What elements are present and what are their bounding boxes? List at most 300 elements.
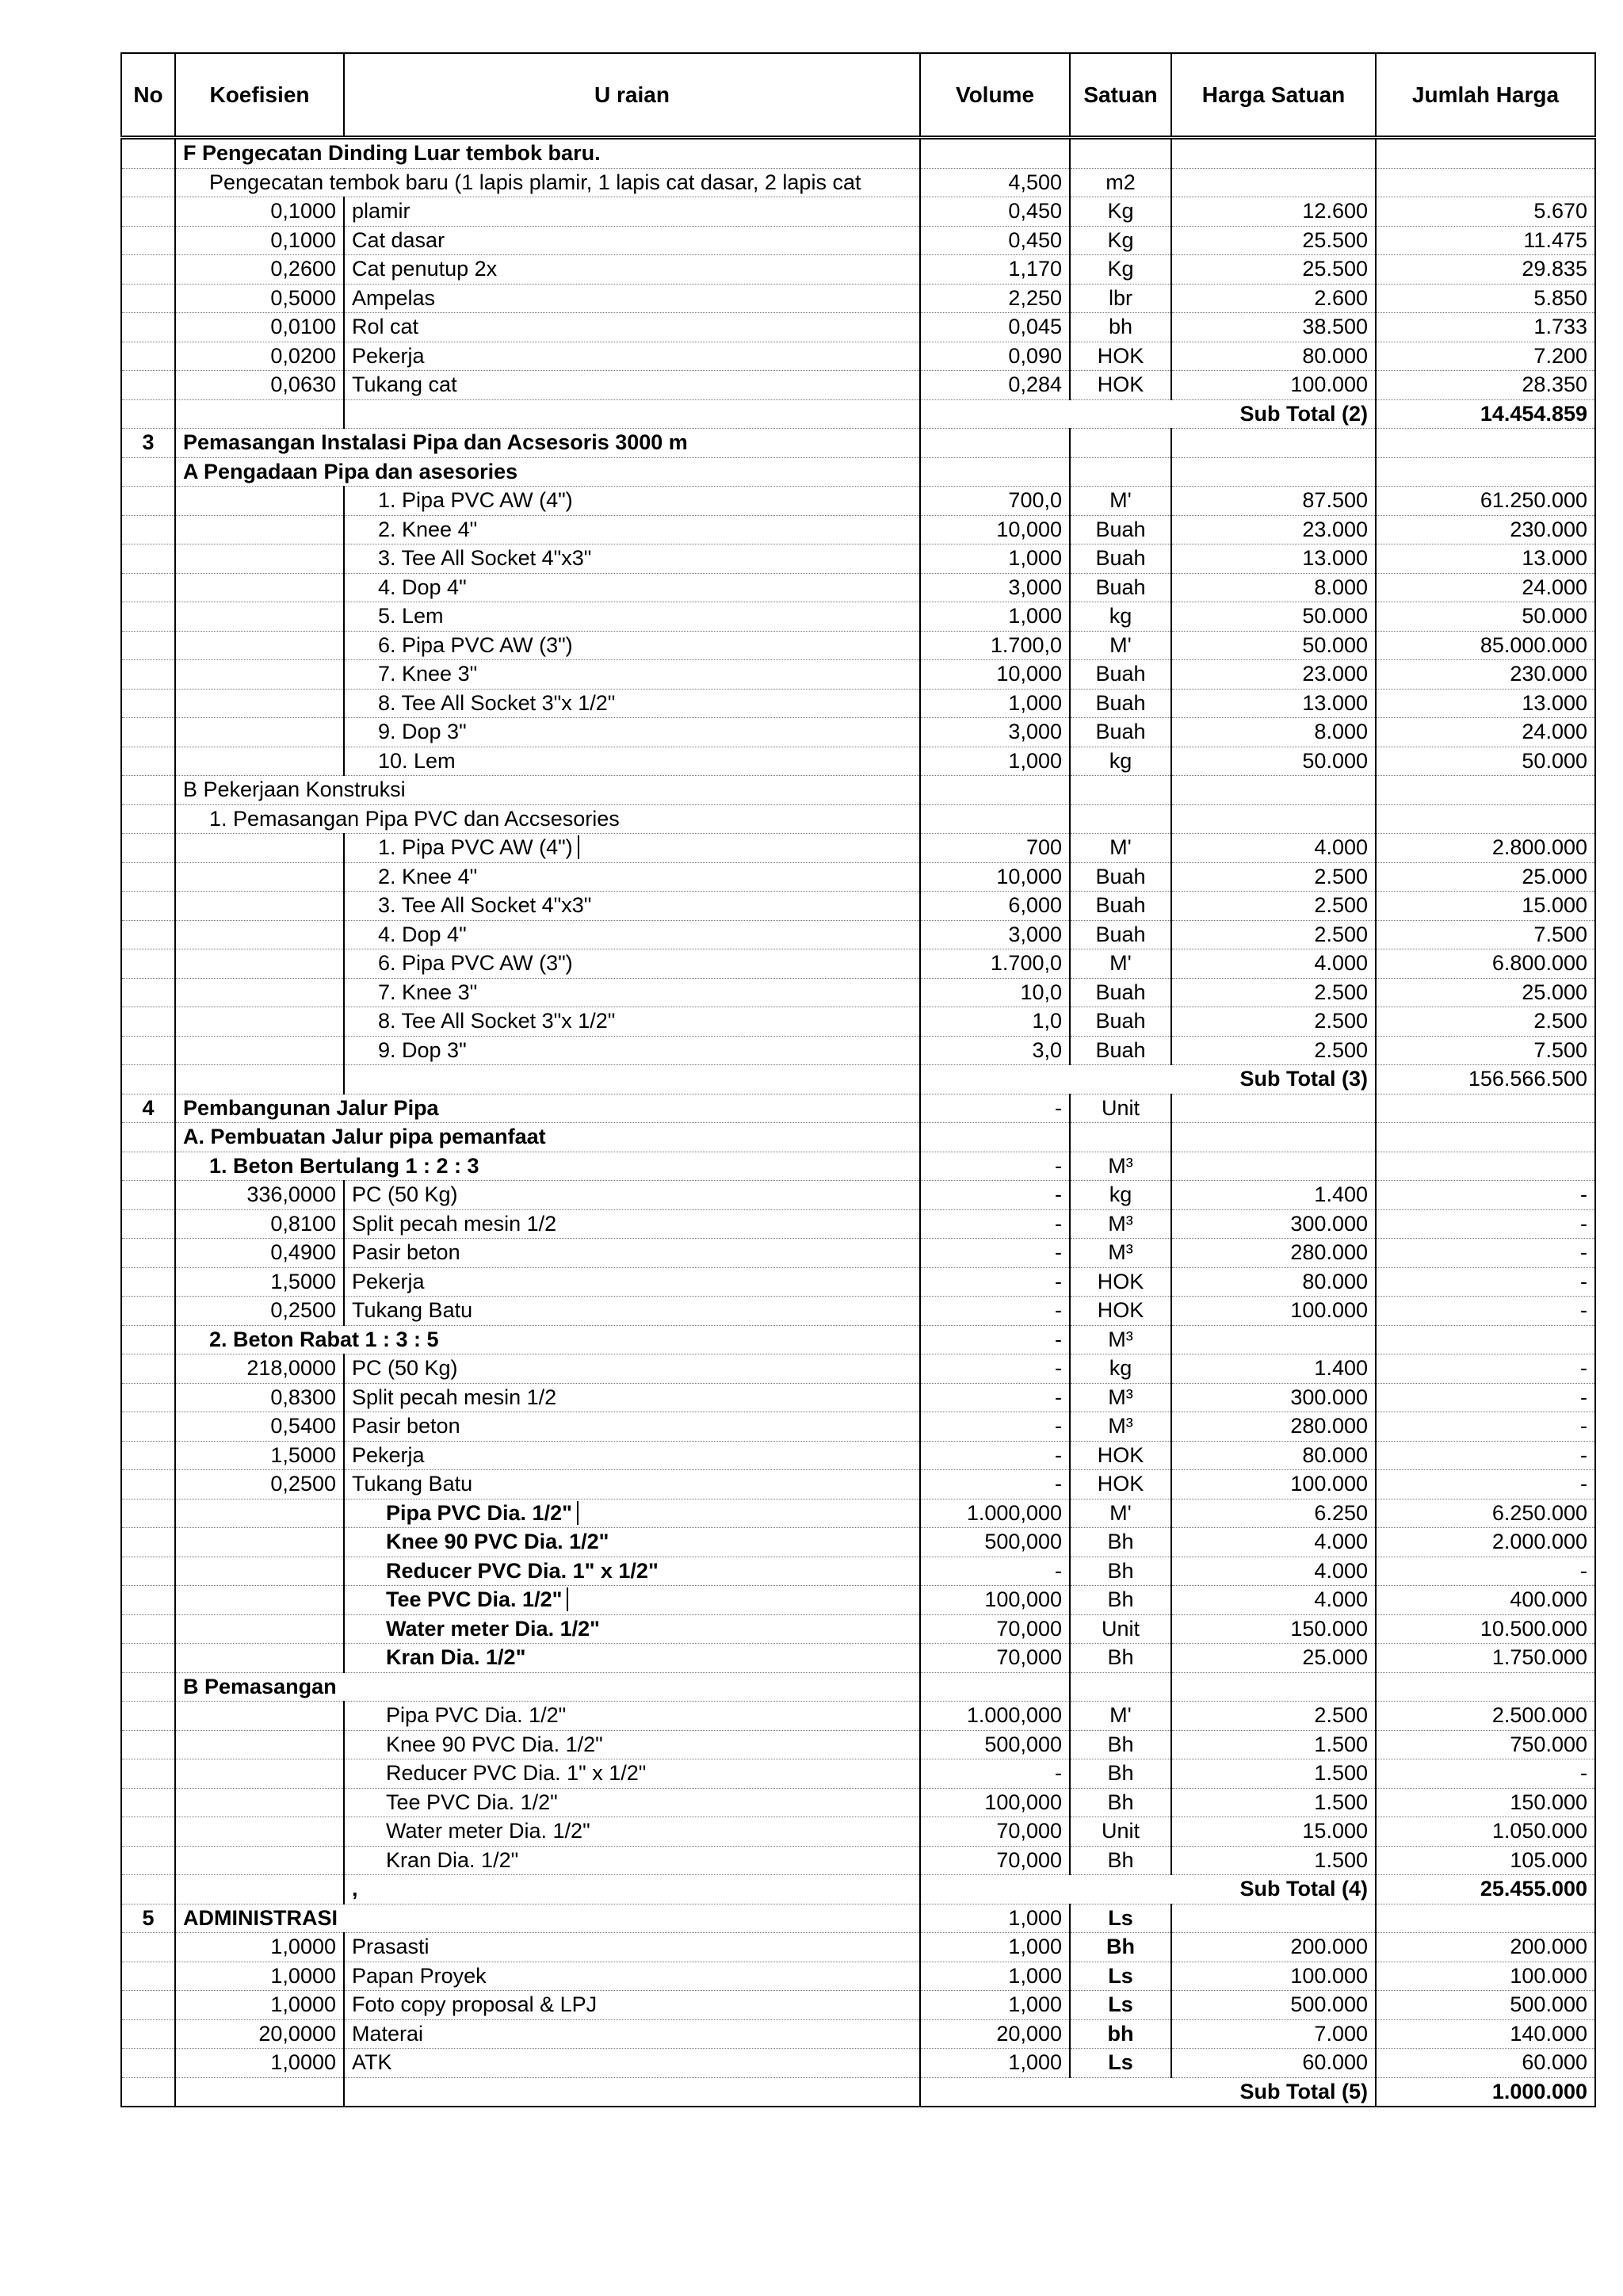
item-row: [121, 255, 1595, 285]
item-row: [121, 834, 1595, 863]
row-volume: 10,000: [920, 660, 1070, 690]
row-no: [121, 1383, 175, 1412]
subtotal-label: Sub Total (4): [920, 1875, 1376, 1904]
row-jumlah-harga: 6.800.000: [1376, 949, 1595, 979]
row-jumlah-harga: [1376, 1123, 1595, 1152]
row-uraian-text: 2. Knee 4": [378, 517, 478, 541]
row-volume: [920, 429, 1070, 458]
row-uraian-text: Kran Dia. 1/2": [386, 1645, 526, 1670]
item-row: [121, 1730, 1595, 1759]
row-no: [121, 978, 175, 1007]
row-harga-satuan: 1.500: [1171, 1788, 1376, 1817]
row-koefisien: 1,0000: [175, 1933, 344, 1962]
row-koefisien: [175, 1730, 344, 1759]
row-uraian: [344, 718, 920, 747]
row-harga-satuan: 1.500: [1171, 1759, 1376, 1789]
subtotal-row: [121, 1875, 1595, 1904]
row-volume: 100,000: [920, 1788, 1070, 1817]
row-harga-satuan: 6.250: [1171, 1499, 1376, 1528]
row-jumlah-harga: 6.250.000: [1376, 1499, 1595, 1528]
row-harga-satuan: 2.500: [1171, 1702, 1376, 1731]
row-harga-satuan: 1.500: [1171, 1730, 1376, 1759]
section-row: [121, 776, 1595, 805]
row-harga-satuan: 4.000: [1171, 1557, 1376, 1586]
row-volume: 4,500: [920, 168, 1070, 197]
row-jumlah-harga: [1376, 138, 1595, 169]
row-no: [121, 1297, 175, 1326]
row-satuan: HOK: [1070, 1470, 1171, 1499]
row-no: [121, 1875, 175, 1904]
row-uraian-text: 8. Tee All Socket 3"x 1/2": [378, 1009, 616, 1033]
row-harga-satuan: [1171, 168, 1376, 197]
row-volume: -: [920, 1239, 1070, 1268]
row-volume: -: [920, 1412, 1070, 1442]
row-uraian-text: Reducer PVC Dia. 1" x 1/2": [386, 1558, 659, 1583]
row-harga-satuan: 280.000: [1171, 1412, 1376, 1442]
row-uraian-text: 6. Pipa PVC AW (3"): [378, 951, 573, 976]
row-jumlah-harga: 13.000: [1376, 544, 1595, 574]
subtotal-value: 25.455.000: [1376, 1875, 1595, 1904]
row-volume: -: [920, 1094, 1070, 1123]
row-jumlah-harga: 15.000: [1376, 892, 1595, 921]
row-volume: 10,0: [920, 978, 1070, 1007]
row-satuan: bh: [1070, 313, 1171, 342]
row-satuan: M³: [1070, 1209, 1171, 1239]
row-uraian: [344, 1962, 920, 1991]
row-jumlah-harga: 25.000: [1376, 978, 1595, 1007]
row-koefisien: [175, 689, 344, 718]
row-jumlah-harga: 105.000: [1376, 1846, 1595, 1875]
row-jumlah-harga: 28.350: [1376, 371, 1595, 400]
row-satuan: M': [1070, 949, 1171, 979]
row-volume: 1.000,000: [920, 1702, 1070, 1731]
row-uraian: [344, 1586, 920, 1615]
row-uraian-text: Pekerja: [352, 343, 425, 368]
item-row: [121, 718, 1595, 747]
row-koefisien: 0,2500: [175, 1470, 344, 1499]
row-satuan: M': [1070, 631, 1171, 660]
row-no: [121, 1759, 175, 1789]
header-jumlah-harga: Jumlah Harga: [1376, 53, 1595, 138]
row-volume: -: [920, 1557, 1070, 1586]
row-uraian-text: PC (50 Kg): [352, 1356, 458, 1381]
row-uraian: [344, 2019, 920, 2049]
row-satuan: Buah: [1070, 892, 1171, 921]
row-koefisien: 0,5000: [175, 284, 344, 313]
row-harga-satuan: 4.000: [1171, 1586, 1376, 1615]
section-row: [121, 1123, 1595, 1152]
row-koefisien: [175, 747, 344, 776]
row-uraian: [344, 1036, 920, 1065]
row-uraian: [344, 487, 920, 516]
row-satuan: M³: [1070, 1325, 1171, 1354]
row-uraian-text: 10. Lem: [378, 748, 456, 773]
row-jumlah-harga: 50.000: [1376, 747, 1595, 776]
row-uraian-text: Pipa PVC Dia. 1/2": [386, 1501, 579, 1525]
row-volume: [920, 1123, 1070, 1152]
row-uraian-text: 3. Tee All Socket 4"x3": [378, 893, 592, 918]
row-harga-satuan: [1171, 1094, 1376, 1123]
row-koefisien: [175, 862, 344, 892]
header-satuan: Satuan: [1070, 53, 1171, 138]
row-no: 4: [121, 1094, 175, 1123]
row-jumlah-harga: -: [1376, 1267, 1595, 1297]
row-no: [121, 834, 175, 863]
row-no: [121, 804, 175, 834]
item-row: [121, 1354, 1595, 1384]
row-uraian: [344, 1441, 920, 1470]
row-uraian: Pengecatan tembok baru (1 lapis plamir, 1 lapis cat dasar, 2 lapis cat: [175, 168, 920, 197]
row-koefisien: [175, 1788, 344, 1817]
row-satuan: [1070, 457, 1171, 487]
row-uraian-text: 4. Dop 4": [378, 922, 467, 946]
row-no: [121, 197, 175, 227]
row-jumlah-harga: 85.000.000: [1376, 631, 1595, 660]
row-satuan: M': [1070, 1499, 1171, 1528]
row-uraian-text: 7. Knee 3": [378, 662, 478, 686]
row-uraian-text: Reducer PVC Dia. 1" x 1/2": [386, 1761, 647, 1786]
row-jumlah-harga: -: [1376, 1470, 1595, 1499]
row-koefisien: [175, 399, 344, 429]
row-koefisien: [175, 1875, 344, 1904]
row-no: [121, 1730, 175, 1759]
row-koefisien: 1,5000: [175, 1267, 344, 1297]
row-harga-satuan: 2.500: [1171, 892, 1376, 921]
row-no: [121, 226, 175, 255]
header-koefisien: Koefisien: [175, 53, 344, 138]
row-no: [121, 718, 175, 747]
row-satuan: bh: [1070, 2019, 1171, 2049]
subtotal-value: 14.454.859: [1376, 399, 1595, 429]
row-harga-satuan: 60.000: [1171, 2049, 1376, 2078]
row-volume: 1,000: [920, 1962, 1070, 1991]
row-jumlah-harga: 500.000: [1376, 1991, 1595, 2020]
row-volume: [920, 138, 1070, 169]
item-row: [121, 949, 1595, 979]
row-no: [121, 1499, 175, 1528]
row-harga-satuan: 25.500: [1171, 255, 1376, 285]
item-row: [121, 1962, 1595, 1991]
row-uraian: [344, 515, 920, 544]
row-satuan: m2: [1070, 168, 1171, 197]
row-no: 5: [121, 1904, 175, 1933]
row-harga-satuan: 12.600: [1171, 197, 1376, 227]
row-uraian: 1. Pemasangan Pipa PVC dan Accsesories: [175, 804, 920, 834]
item-row: [121, 892, 1595, 921]
row-volume: 70,000: [920, 1644, 1070, 1673]
item-row: [121, 1181, 1595, 1210]
row-volume: -: [920, 1267, 1070, 1297]
row-uraian-text: 6. Pipa PVC AW (3"): [378, 632, 573, 657]
row-harga-satuan: 100.000: [1171, 371, 1376, 400]
row-koefisien: 218,0000: [175, 1354, 344, 1384]
row-jumlah-harga: 50.000: [1376, 602, 1595, 632]
row-jumlah-harga: -: [1376, 1383, 1595, 1412]
row-volume: 1.000,000: [920, 1499, 1070, 1528]
row-satuan: M³: [1070, 1383, 1171, 1412]
row-no: [121, 1123, 175, 1152]
row-uraian: [344, 1297, 920, 1326]
item-row: [121, 602, 1595, 632]
item-row: [121, 1297, 1595, 1326]
row-uraian-text: Materai: [352, 2021, 424, 2046]
row-harga-satuan: 50.000: [1171, 747, 1376, 776]
row-jumlah-harga: -: [1376, 1354, 1595, 1384]
row-harga-satuan: [1171, 1672, 1376, 1702]
row-koefisien: [175, 834, 344, 863]
row-koefisien: [175, 631, 344, 660]
subtotal-label: Sub Total (2): [920, 399, 1376, 429]
subtotal-row: [121, 399, 1595, 429]
subtotal-label: Sub Total (5): [920, 2077, 1376, 2107]
row-uraian: [344, 371, 920, 400]
row-volume: 3,000: [920, 920, 1070, 949]
row-volume: -: [920, 1181, 1070, 1210]
row-uraian: [344, 949, 920, 979]
row-satuan: Buah: [1070, 978, 1171, 1007]
row-koefisien: [175, 1644, 344, 1673]
row-uraian-text: Tukang Batu: [352, 1298, 473, 1323]
row-satuan: Bh: [1070, 1586, 1171, 1615]
row-uraian: [344, 226, 920, 255]
subtotal-row: [121, 2077, 1595, 2107]
row-volume: -: [920, 1383, 1070, 1412]
header-uraian: U raian: [344, 53, 920, 138]
row-volume: 1,000: [920, 1904, 1070, 1933]
row-harga-satuan: 8.000: [1171, 718, 1376, 747]
row-satuan: Bh: [1070, 1788, 1171, 1817]
row-koefisien: 0,2600: [175, 255, 344, 285]
row-satuan: Bh: [1070, 1557, 1171, 1586]
row-volume: [920, 776, 1070, 805]
row-uraian: [344, 862, 920, 892]
row-no: [121, 1412, 175, 1442]
row-jumlah-harga: 1.750.000: [1376, 1644, 1595, 1673]
row-harga-satuan: 1.500: [1171, 1846, 1376, 1875]
row-no: [121, 1325, 175, 1354]
row-uraian-text: Pasir beton: [352, 1240, 460, 1265]
row-volume: 100,000: [920, 1586, 1070, 1615]
row-uraian: [344, 313, 920, 342]
item-row: [121, 1239, 1595, 1268]
row-jumlah-harga: [1376, 1094, 1595, 1123]
row-volume: 1,000: [920, 2049, 1070, 2078]
row-jumlah-harga: 24.000: [1376, 573, 1595, 602]
row-volume: 1,000: [920, 747, 1070, 776]
row-uraian-text: Tukang Batu: [352, 1472, 473, 1496]
row-uraian: [344, 631, 920, 660]
row-jumlah-harga: 60.000: [1376, 2049, 1595, 2078]
row-jumlah-harga: 7.200: [1376, 342, 1595, 371]
row-satuan: kg: [1070, 1181, 1171, 1210]
row-satuan: kg: [1070, 1354, 1171, 1384]
row-uraian: [344, 1499, 920, 1528]
item-row: [121, 515, 1595, 544]
item-row: [121, 284, 1595, 313]
row-jumlah-harga: 1.733: [1376, 313, 1595, 342]
row-koefisien: 0,2500: [175, 1297, 344, 1326]
row-koefisien: 1,5000: [175, 1441, 344, 1470]
row-no: [121, 487, 175, 516]
row-jumlah-harga: 750.000: [1376, 1730, 1595, 1759]
row-satuan: Buah: [1070, 544, 1171, 574]
row-harga-satuan: 23.000: [1171, 515, 1376, 544]
item-row: [121, 1036, 1595, 1065]
row-harga-satuan: 1.400: [1171, 1181, 1376, 1210]
item-row: [121, 1614, 1595, 1644]
row-no: [121, 1267, 175, 1297]
row-harga-satuan: 25.000: [1171, 1644, 1376, 1673]
row-koefisien: [175, 573, 344, 602]
row-uraian: F Pengecatan Dinding Luar tembok baru.: [175, 138, 920, 169]
row-harga-satuan: 1.400: [1171, 1354, 1376, 1384]
row-satuan: Bh: [1070, 1730, 1171, 1759]
row-uraian: 2. Beton Rabat 1 : 3 : 5: [175, 1325, 920, 1354]
row-harga-satuan: 15.000: [1171, 1817, 1376, 1847]
row-uraian: [344, 1065, 920, 1095]
section-row: [121, 1672, 1595, 1702]
item-row: [121, 1209, 1595, 1239]
row-satuan: Buah: [1070, 718, 1171, 747]
row-uraian: ADMINISTRASI: [175, 1904, 920, 1933]
row-no: [121, 1354, 175, 1384]
row-jumlah-harga: 400.000: [1376, 1586, 1595, 1615]
row-volume: 10,000: [920, 515, 1070, 544]
item-row: [121, 1846, 1595, 1875]
row-koefisien: 0,8100: [175, 1209, 344, 1239]
row-satuan: Kg: [1070, 226, 1171, 255]
row-satuan: Ls: [1070, 1904, 1171, 1933]
row-jumlah-harga: 150.000: [1376, 1788, 1595, 1817]
row-jumlah-harga: 10.500.000: [1376, 1614, 1595, 1644]
row-uraian: [344, 1470, 920, 1499]
row-satuan: Buah: [1070, 515, 1171, 544]
row-harga-satuan: 2.500: [1171, 862, 1376, 892]
item-row: [121, 920, 1595, 949]
row-no: [121, 1557, 175, 1586]
row-no: [121, 573, 175, 602]
row-no: [121, 544, 175, 574]
row-uraian: [344, 255, 920, 285]
row-uraian-text: Pipa PVC Dia. 1/2": [386, 1703, 567, 1728]
row-satuan: Buah: [1070, 1007, 1171, 1037]
row-jumlah-harga: 140.000: [1376, 2019, 1595, 2049]
row-jumlah-harga: [1376, 1904, 1595, 1933]
row-uraian-text: 7. Knee 3": [378, 980, 478, 1004]
row-volume: 1.700,0: [920, 631, 1070, 660]
row-uraian: [344, 544, 920, 574]
row-uraian-text: 1. Pipa PVC AW (4"): [378, 835, 579, 859]
item-row: [121, 660, 1595, 690]
row-no: [121, 342, 175, 371]
row-no: [121, 1962, 175, 1991]
row-uraian-text: Water meter Dia. 1/2": [386, 1819, 590, 1843]
row-volume: 3,000: [920, 573, 1070, 602]
row-uraian-text: Rol cat: [352, 315, 419, 339]
row-uraian: [344, 197, 920, 227]
row-uraian: 1. Beton Bertulang 1 : 2 : 3: [175, 1152, 920, 1181]
row-no: [121, 168, 175, 197]
item-row: [121, 197, 1595, 227]
row-no: [121, 747, 175, 776]
row-harga-satuan: 100.000: [1171, 1297, 1376, 1326]
row-koefisien: [175, 1065, 344, 1095]
row-jumlah-harga: 25.000: [1376, 862, 1595, 892]
row-volume: 6,000: [920, 892, 1070, 921]
row-harga-satuan: 2.600: [1171, 284, 1376, 313]
row-jumlah-harga: [1376, 804, 1595, 834]
row-no: [121, 1036, 175, 1065]
row-volume: 1,000: [920, 602, 1070, 632]
row-satuan: Bh: [1070, 1644, 1171, 1673]
row-koefisien: [175, 1817, 344, 1847]
row-koefisien: 0,8300: [175, 1383, 344, 1412]
row-uraian-text: 4. Dop 4": [378, 575, 467, 599]
header-no: No: [121, 53, 175, 138]
row-harga-satuan: [1171, 1152, 1376, 1181]
row-satuan: M': [1070, 1702, 1171, 1731]
row-uraian: [344, 2077, 920, 2107]
row-jumlah-harga: 5.670: [1376, 197, 1595, 227]
row-harga-satuan: 87.500: [1171, 487, 1376, 516]
section-row: [121, 1325, 1595, 1354]
row-koefisien: 0,1000: [175, 197, 344, 227]
table-body: [121, 138, 1595, 2107]
row-volume: 3,0: [920, 1036, 1070, 1065]
row-jumlah-harga: [1376, 168, 1595, 197]
row-satuan: kg: [1070, 602, 1171, 632]
cost-estimate-table: [120, 52, 1596, 2107]
row-harga-satuan: 150.000: [1171, 1614, 1376, 1644]
row-uraian-text: Water meter Dia. 1/2": [386, 1616, 600, 1641]
row-satuan: Buah: [1070, 1036, 1171, 1065]
header-harga-satuan: Harga Satuan: [1171, 53, 1376, 138]
row-satuan: [1070, 1672, 1171, 1702]
row-jumlah-harga: 2.500.000: [1376, 1702, 1595, 1731]
row-volume: 1,000: [920, 689, 1070, 718]
subtotal-value: 156.566.500: [1376, 1065, 1595, 1095]
row-no: [121, 1817, 175, 1847]
row-koefisien: [175, 487, 344, 516]
row-uraian: [344, 978, 920, 1007]
row-uraian: [344, 1759, 920, 1789]
row-harga-satuan: 100.000: [1171, 1962, 1376, 1991]
row-volume: 2,250: [920, 284, 1070, 313]
row-uraian: ,: [344, 1875, 920, 1904]
row-uraian-text: Pekerja: [352, 1442, 425, 1467]
row-uraian: [344, 660, 920, 690]
row-harga-satuan: 50.000: [1171, 631, 1376, 660]
row-harga-satuan: [1171, 1325, 1376, 1354]
row-uraian: [344, 1267, 920, 1297]
item-row: [121, 1557, 1595, 1586]
row-harga-satuan: 80.000: [1171, 1267, 1376, 1297]
row-jumlah-harga: 24.000: [1376, 718, 1595, 747]
row-harga-satuan: 4.000: [1171, 1528, 1376, 1557]
row-no: [121, 602, 175, 632]
row-harga-satuan: 25.500: [1171, 226, 1376, 255]
row-satuan: Buah: [1070, 689, 1171, 718]
row-no: [121, 660, 175, 690]
item-row: [121, 226, 1595, 255]
row-uraian: [344, 1991, 920, 2020]
row-satuan: Kg: [1070, 197, 1171, 227]
row-uraian-text: Cat dasar: [352, 227, 445, 252]
row-jumlah-harga: -: [1376, 1181, 1595, 1210]
row-uraian: [344, 1181, 920, 1210]
row-satuan: [1070, 1123, 1171, 1152]
row-koefisien: 0,0630: [175, 371, 344, 400]
